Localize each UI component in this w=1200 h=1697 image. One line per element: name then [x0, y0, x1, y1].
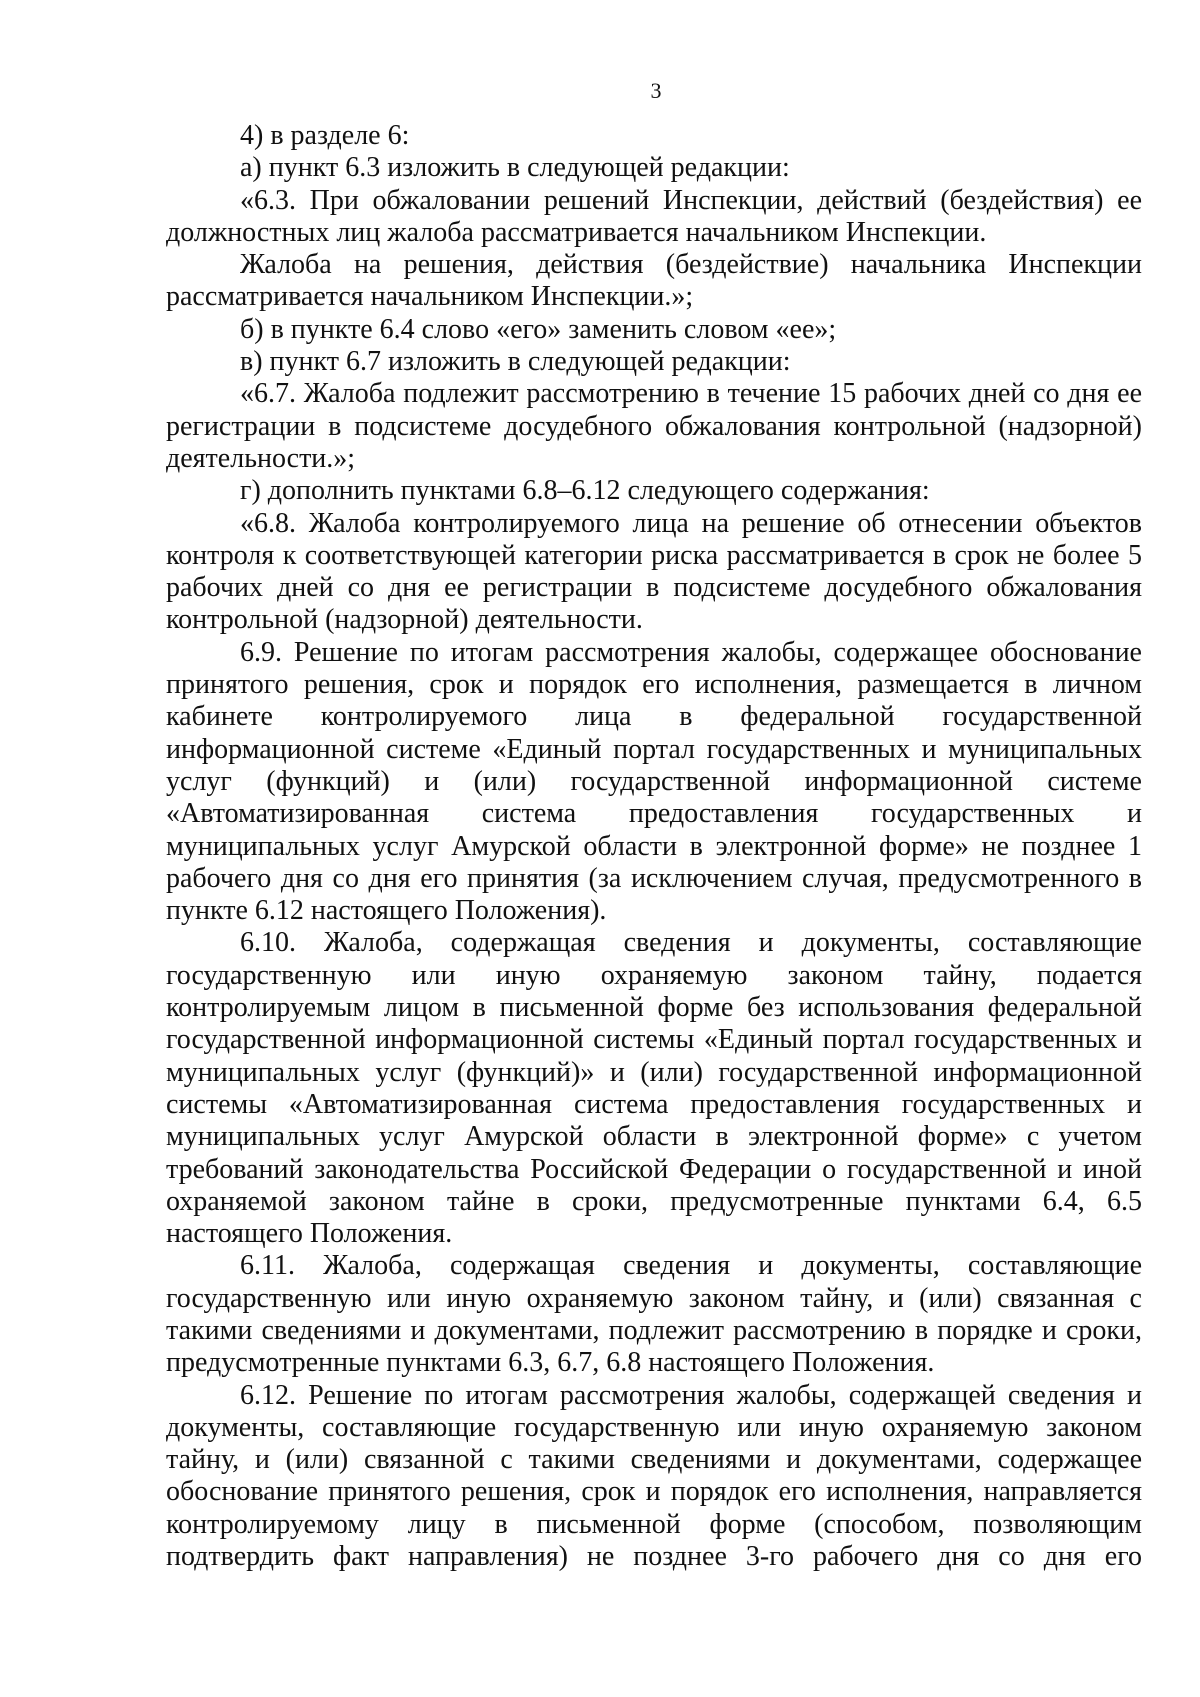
paragraph-item-b: б) в пункте 6.4 слово «его» заменить словом «ее»;: [240, 313, 837, 345]
document-body: [166, 120, 1142, 1573]
paragraph-6-12: 6.12. Решение по итогам рассмотрения жалобы, содержащей сведения и документы, составляющие государственную или иную охраняемую законом тайну, и (или) связанной с такими сведениями и документами, содержащее обоснование принятого решения, срок и порядок его исполнения, направляется контролируемому лицу в письменной форме (способом, позволяющим подтвердить факт направления) не позднее 3-го рабочего дня со дня его: [166, 1379, 1142, 1573]
paragraph-6-8: «6.8. Жалоба контролируемого лица на решение об отнесении объектов контроля к соответствующей категории риска рассматривается в срок не более 5 рабочих дней со дня ее регистрации в подсистеме досудебного обжалования контрольной (надзорной) деятельности.: [166, 507, 1142, 636]
paragraph-6-3: «6.3. При обжаловании решений Инспекции, действий (бездействия) ее должностных лиц жалоба рассматривается начальником Инспекции.: [166, 184, 1142, 248]
paragraph-6-7: «6.7. Жалоба подлежит рассмотрению в течение 15 рабочих дней со дня ее регистрации в подсистеме досудебного обжалования контрольной (надзорной) деятельности.»;: [166, 378, 1142, 474]
page-number: 3: [650, 78, 662, 103]
paragraph-6-10: 6.10. Жалоба, содержащая сведения и документы, составляющие государственную или иную охраняемую законом тайну, подается контролируемым лицом в письменной форме без использования федеральной государственной информационной системы «Единый портал государственных и муниципальных услуг (функций)» и (или) государственной информационной системы «Автоматизированная система предоставления государственных и муниципальных услуг Амурской области в электронной форме» с учетом требований законодательства Российской Федерации о государственной и иной охраняемой законом тайне в сроки, предусмотренные пунктами 6.4, 6.5 настоящего Положения.: [166, 927, 1142, 1250]
paragraph-item-g: г) дополнить пунктами 6.8–6.12 следующего содержания:: [240, 475, 930, 507]
paragraph-item-a: а) пункт 6.3 изложить в следующей редакции:: [240, 152, 790, 184]
paragraph-6-3-complaint: Жалоба на решения, действия (бездействие) начальника Инспекции рассматривается начальником Инспекции.»;: [166, 249, 1142, 313]
paragraph-6-9: 6.9. Решение по итогам рассмотрения жалобы, содержащее обоснование принятого решения, срок и порядок его исполнения, размещается в личном кабинете контролируемого лица в федеральной государственной информационной системе «Единый портал государственных и муниципальных услуг (функций) и (или) государственной информационной системе «Автоматизированная система предоставления государственных и муниципальных услуг Амурской области в электронной форме» не позднее 1 рабочего дня со дня его принятия (за исключением случая, предусмотренного в пункте 6.12 настоящего Положения).: [166, 636, 1142, 927]
paragraph-6-11: 6.11. Жалоба, содержащая сведения и документы, составляющие государственную или иную охраняемую законом тайну, и (или) связанная с такими сведениями и документами, подлежит рассмотрению в порядке и сроки, предусмотренные пунктами 6.3, 6.7, 6.8 настоящего Положения.: [166, 1250, 1142, 1379]
paragraph-section-6-heading: 4) в разделе 6:: [240, 120, 410, 151]
paragraph-item-v: в) пункт 6.7 изложить в следующей редакции:: [240, 346, 791, 378]
